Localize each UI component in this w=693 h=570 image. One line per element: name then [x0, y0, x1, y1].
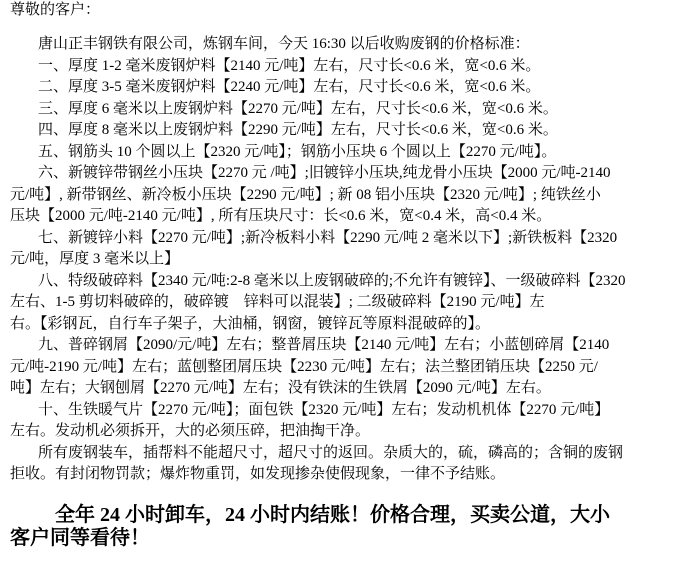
text-line: 八、特级破碎料【2340 元/吨:2-8 毫米以上废钢破碎的;不允许有镀锌】、一级破碎料【2320 [38, 272, 626, 289]
text-line: 拒收。有封闭物罚款；爆炸物重罚，如发现掺杂使假现象，一律不予结账。 [10, 466, 506, 483]
highlight-line: 全年 24 小时卸车，24 小时内结账！价格合理，买卖公道，大小 [55, 503, 610, 526]
price-item-9 [10, 335, 685, 400]
text-line: 十、生铁暖气片【2270 元/吨】；面包铁【2320 元/吨】左右；发动机机体【2270 元/吨】 [38, 401, 610, 418]
rules-paragraph [10, 443, 685, 486]
price-item-1 [10, 56, 685, 78]
text-line: 一、厚度 1-2 毫米废钢炉料【2140 元/吨】左右，尺寸长<0.6 米，宽<0.6 米。 [38, 57, 541, 74]
text-line: 二、厚度 3-5 毫米废钢炉料【2240 元/吨】左右，尺寸长<0.6 米，宽<0.6 米。 [38, 79, 541, 96]
greeting: 尊敬的客户： [10, 2, 101, 18]
text-line: 元/吨，厚度 3 毫米以上】 [10, 251, 180, 268]
price-item-3 [10, 99, 685, 121]
price-item-2 [10, 77, 685, 99]
price-item-4 [10, 120, 685, 142]
price-item-7 [10, 228, 685, 271]
text-line: 唐山正丰钢铁有限公司，炼钢车间，今天 16:30 以后收购废钢的价格标准： [38, 36, 530, 53]
text-line: 左右。发动机必须拆开，大的必须压碎，把油掏干净。 [10, 423, 371, 440]
text-line: 所有废钢装车，插帮料不能超尺寸，超尺寸的返回。杂质大的，硫，磷高的；含铜的废钢 [38, 444, 624, 461]
text-line: 元/吨-2190 元/吨】左右；蓝刨整团屑压块【2230 元/吨】左右；法兰整团销压块【2250 元/ [10, 358, 598, 375]
text-line: 三、厚度 6 毫米以上废钢炉料【2270 元/吨】左右，尺寸长<0.6 米，宽<0.6 米。 [38, 100, 558, 117]
price-item-6 [10, 163, 685, 228]
text-line: 左右、1-5 剪切料破碎的，破碎镀 锌料可以混装】; 二级破碎料【2190 元/吨】左 [10, 294, 545, 311]
text-line: 五、钢筋头 10 个圆以上【2320 元/吨】；钢筋小压块 6 个圆以上【2270 元/吨】。 [38, 143, 557, 160]
text-line: 九、普碎钢屑【2090/元/吨】左右；整普屑压块【2140 元/吨】左右；小蓝刨碎屑【2140 [38, 337, 610, 354]
text-line: 七、新镀锌小料【2270 元/吨】;新冷板料小料【2290 元/吨 2 毫米以下】;新铁板料【2320 [38, 229, 618, 246]
price-item-8 [10, 271, 685, 336]
text-line: 四、厚度 8 毫米以上废钢炉料【2290 元/吨】左右，尺寸长<0.6 米，宽<0.6 米。 [38, 122, 558, 139]
text-line: 元/吨】, 新带钢丝、新冷板小压块【2290 元/吨】; 新 08 铝小压块【2320 元/吨】; 纯铁丝小 [10, 186, 601, 203]
highlight-line: 客户同等看待！ [10, 526, 150, 549]
highlight-paragraph [10, 504, 685, 550]
text-line: 压块【2000 元/吨-2140 元/吨】, 所有压块尺寸：长<0.6 米，宽<0.4 米，高<0.4 米。 [10, 208, 552, 225]
text-line: 右。【彩钢瓦，自行车子架子，大油桶，钢窗，镀锌瓦等原料混破碎的】。 [10, 315, 491, 332]
notice-document [10, 0, 685, 550]
text-line: 吨】左右；大钢刨屑【2270 元/吨】左右；没有铁沫的生铁屑【2090 元/吨】左右。 [10, 380, 551, 397]
text-line: 六、新镀锌带钢丝小压块【2270 元 /吨】;旧镀锌小压块,纯龙骨小压块【2000 元/吨-2140 [38, 165, 611, 182]
price-item-5 [10, 142, 685, 164]
price-item-10 [10, 400, 685, 443]
intro-paragraph [10, 34, 685, 56]
